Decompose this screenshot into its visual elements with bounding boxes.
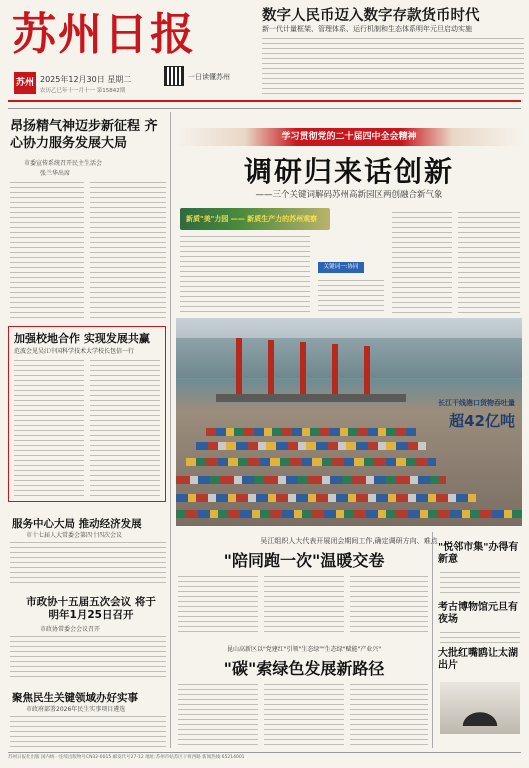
top-story-body [262,36,524,96]
feature-headline: 调研归来话创新 [243,155,454,188]
crane [236,338,242,398]
boxed-story-body [90,358,160,496]
top-story-subhead: 新一代计量框架、管理体系、运行机制和生态体系明年元旦启动实施 [262,25,472,33]
left-story1-sub: 市委宣传系统召开民主生活会 [24,160,103,167]
crane [268,340,274,398]
feature-inset-title: 新质"美"力园 —— 新质生产力的苏州观察 [186,215,318,223]
feature-body [180,234,310,314]
river [176,338,522,378]
container-stack [176,494,476,502]
mid-story-headline: "陪同跑一次"温暖交卷 [223,551,385,570]
feature-banner-label: 学习贯彻党的二十届四中全会精神 [281,132,417,142]
left-story3-sub: 市政协常委会会议召开 [40,626,101,633]
top-story-headline: 数字人民币迈入数字存款货币时代 [262,8,480,24]
container-stack [176,510,522,518]
feature-body [458,210,520,314]
left-story2-body [10,540,166,586]
low-story-headline: "碳"索绿色发展新路径 [223,659,385,678]
feature-inset-photo [180,208,330,230]
feature-body [392,210,452,314]
quay [216,394,406,402]
boxed-story-headline: 加强校地合作 实现发展共赢 [14,332,150,345]
mid-story-body [178,574,258,636]
masthead-thin-rule [8,108,521,109]
container-stack [196,442,426,450]
container-stack [176,476,446,484]
issue-date: 2025年12月30日 星期二 [40,75,132,84]
low-story-body [264,682,344,748]
left-story4-sub: 市政府部署2026年民生实事项目遴选 [26,706,126,713]
sidebar-item1-body [440,570,520,596]
edition-badge: 苏州 [14,72,36,94]
sidebar-item2-body [440,630,520,644]
boxed-story-sub: 范波会见吴江中国科学技术大学校长包信一行 [14,348,135,355]
feature-subhead: ——三个关键词解码苏州高新园区两创融合新气象 [255,190,443,200]
red-gull-photo [440,682,520,734]
left-story1-headline: 昂扬精气神迈步新征程 齐心协力服务发展大局 [10,119,158,151]
left-story2-sub: 市十七届人大常委会第四十四次会议 [26,532,123,539]
low-story-body [178,682,258,748]
masthead-rule [8,100,521,102]
column-divider [170,112,171,748]
qr-label: 一日读懂苏州 [188,73,230,81]
left-story1-body [10,180,84,320]
left-story2-headline: 服务中心大局 推动经济发展 [12,518,142,530]
left-story3-headline: 市政协十五届五次会议 将于明年1月25日召开 [26,596,156,621]
left-story4-body [10,714,166,748]
mid-story-body [264,574,344,636]
mid-story-body [350,574,428,636]
feature-banner [176,128,522,146]
left-story1-sub2: 张兰华出席 [40,170,71,177]
column-divider [432,532,433,748]
crane [364,346,370,398]
container-stack [206,428,416,436]
container-stack [186,458,436,466]
crane [332,344,338,398]
photo-caption-big: 超42亿吨 [449,412,515,430]
sidebar-item2: 考古博物馆元旦有夜场 [438,602,518,625]
left-story4-headline: 聚焦民生关键领域办好实事 [12,692,138,704]
low-story-body [350,682,428,748]
footer-info: 苏州日报社出版 国内统一连续出版物号CN32-0015 邮发代号27-12 地址:苏州市姑苏区干将西路 新闻热线:65214001 [8,752,521,762]
mid-story-kicker: 吴江组织人大代表开展闭会期间工作,确定调研方向、难点 [260,537,438,545]
photo-caption-small: 长江干线港口货物吞吐量 [438,399,515,407]
left-story3-body [10,634,166,680]
crane [300,342,306,398]
qr-code-icon [164,66,184,86]
masthead-logo: 苏州日报 [12,9,196,60]
sidebar-item3: 大批红嘴鸥让太湖出片 [438,648,518,671]
low-story-kicker: 昆山高新区以"党建红"引领"生态绿""生态绿"赋能"产业兴" [226,646,382,653]
hill-silhouette [450,702,510,726]
issue-subinfo: 农历乙巳年十一月十一 第15842期 [40,88,126,94]
feature-keyword-tag: 关键词一:协同 [318,262,364,273]
boxed-story-body [14,358,84,496]
sidebar-item1: "悦邻市集"办得有新意 [438,542,519,565]
left-story1-body [90,180,166,320]
feature-body [318,278,384,314]
